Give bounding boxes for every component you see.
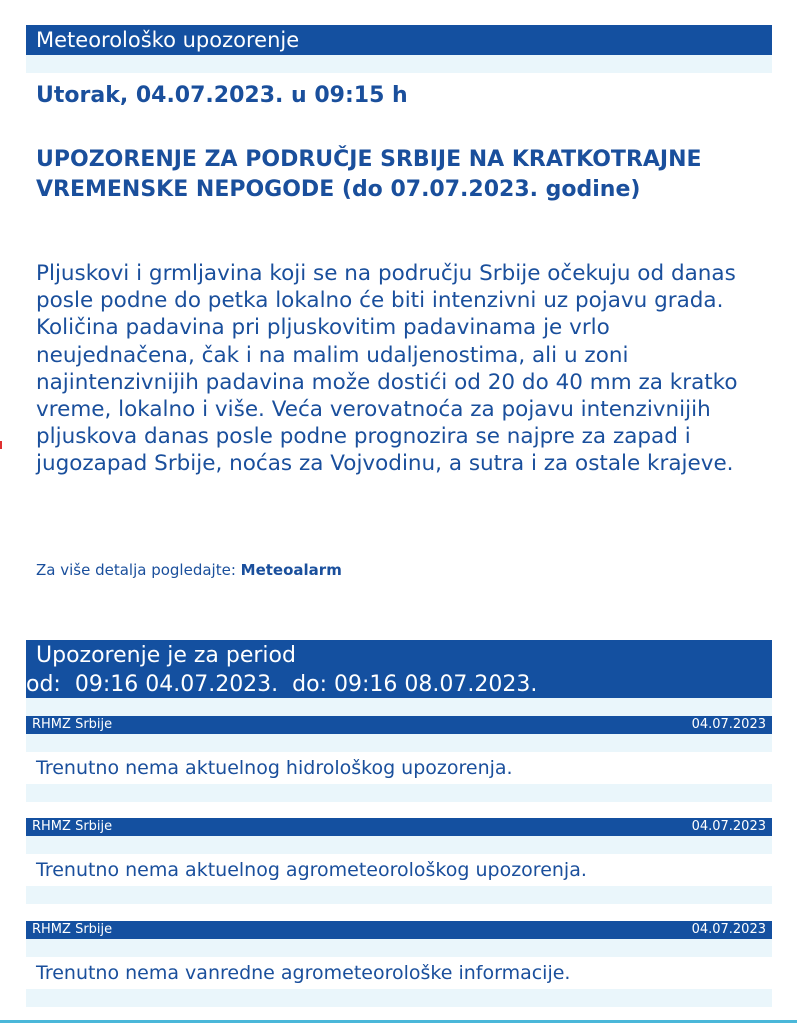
warning-date: Utorak, 04.07.2023. u 09:15 h	[36, 83, 408, 108]
notice-source: RHMZ Srbije	[32, 922, 113, 937]
meteoalarm-link[interactable]: Meteoalarm	[240, 561, 342, 579]
notice-strip	[26, 886, 772, 904]
period-range: od: 09:16 04.07.2023. do: 09:16 08.07.2023.	[26, 672, 538, 697]
header-strip	[26, 55, 772, 73]
bottom-divider	[0, 1020, 797, 1023]
warning-panel	[26, 73, 772, 593]
warning-title: UPOZORENJE ZA PODRUČJE SRBIJE NA KRATKOTRAJNE VREMENSKE NEPOGODE (do 07.07.2023. godine)	[36, 147, 702, 202]
period-strip	[26, 698, 772, 716]
details-line	[36, 561, 342, 579]
period-header	[26, 640, 772, 698]
notice-text: Trenutno nema aktuelnog hidrološkog upozorenja.	[36, 757, 513, 779]
warning-body: Pljuskovi i grmljavina koji se na području Srbije očekuju od danas posle podne do petka lokalno će biti intenzivni uz pojavu grada. Količina padavina pri pljuskovitim padavinama je vrlo neujednačena, čak i na malim udaljenostima, ali u zoni najintenzivnijih padavina može dostići od 20 do 40 mm za kratko vreme, lokalno i više. Veća verovatnoća za pojavu intenzivnijih pljuskova danas posle podne prognozira se najpre za zapad i jugozapad Srbije, noćas za Vojvodinu, a sutra i za ostale krajeve.	[36, 261, 738, 477]
details-prefix: Za više detalja pogledajte:	[36, 561, 236, 579]
notice-strip	[26, 734, 772, 752]
notice-text: Trenutno nema vanredne agrometeorološke informacije.	[36, 962, 571, 984]
edge-mark	[0, 441, 2, 449]
notice-strip	[26, 836, 772, 854]
notice-strip	[26, 939, 772, 957]
notice-text: Trenutno nema aktuelnog agrometeorološkog upozorenja.	[36, 859, 587, 881]
notice-header	[26, 921, 772, 939]
notice-strip	[26, 989, 772, 1007]
notice-body	[26, 854, 772, 886]
page-title: Meteorološko upozorenje	[26, 25, 772, 55]
notice-body	[26, 752, 772, 784]
notice-date: 04.07.2023	[691, 819, 766, 834]
notice-source: RHMZ Srbije	[32, 717, 113, 732]
notice-header	[26, 716, 772, 734]
notice-strip	[26, 784, 772, 802]
period-title: Upozorenje je za period	[36, 643, 296, 668]
notice-source: RHMZ Srbije	[32, 819, 113, 834]
notice-body	[26, 957, 772, 989]
notice-header	[26, 818, 772, 836]
notice-date: 04.07.2023	[691, 717, 766, 732]
notice-date: 04.07.2023	[691, 922, 766, 937]
